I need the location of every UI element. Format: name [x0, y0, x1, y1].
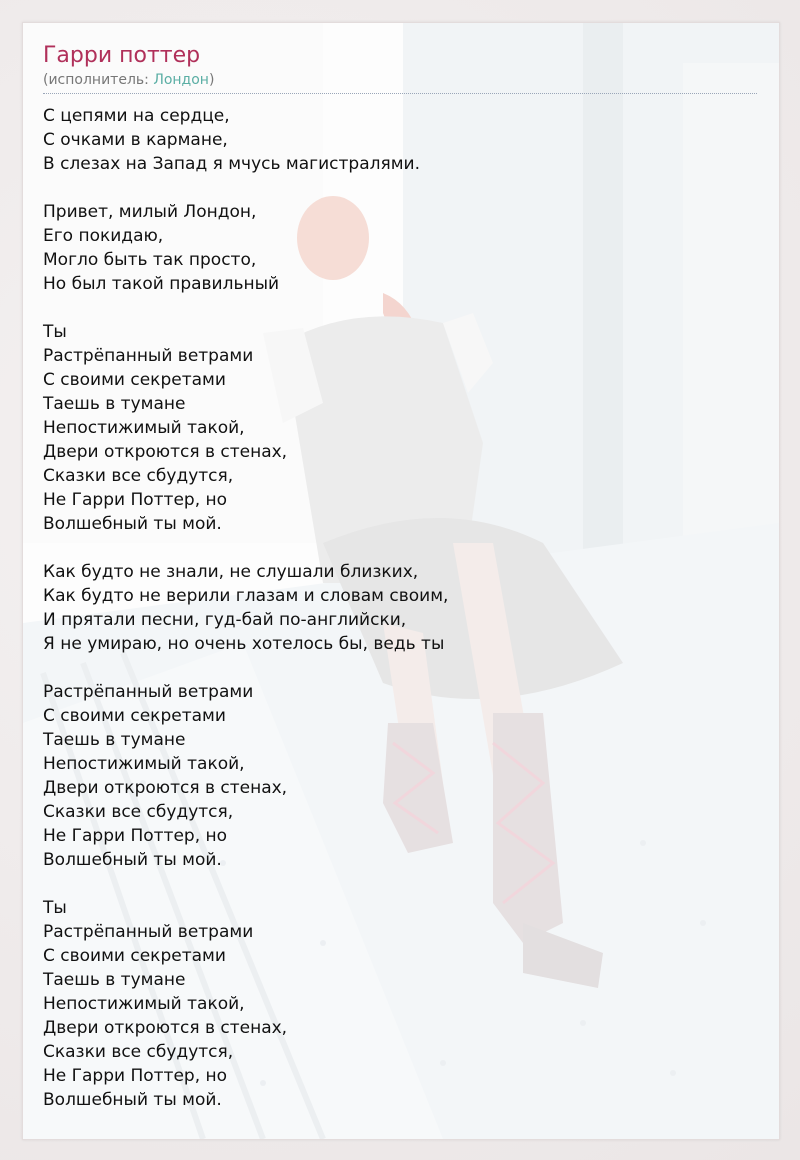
lyric-line: В слезах на Запад я мчусь магистралями. [43, 154, 420, 174]
lyric-line: Как будто не верили глазам и словам своим, [43, 586, 449, 606]
lyric-line [43, 176, 759, 200]
lyric-line: И прятали песни, гуд-бай по-английски, [43, 610, 407, 630]
lyric-line: Волшебный ты мой. [43, 514, 222, 534]
lyric-line: С своими секретами [43, 706, 226, 726]
lyric-line: Сказки все сбудутся, [43, 802, 234, 822]
lyric-line: Могло быть так просто, [43, 250, 257, 270]
lyric-line [43, 536, 759, 560]
song-content [43, 41, 759, 1112]
lyric-line: Ты [43, 898, 67, 918]
lyric-line: Непостижимый такой, [43, 994, 245, 1014]
lyric-line: С цепями на сердце, [43, 106, 230, 126]
song-title: Гарри поттер [43, 43, 201, 68]
artist-link[interactable]: Лондон [153, 72, 209, 88]
artist-line [43, 71, 759, 89]
lyric-line: Сказки все сбудутся, [43, 466, 234, 486]
lyric-line: Волшебный ты мой. [43, 850, 222, 870]
lyric-line: Двери откроются в стенах, [43, 442, 288, 462]
lyric-line: Не Гарри Поттер, но [43, 1066, 228, 1086]
title-divider [43, 93, 757, 94]
lyrics-text [43, 104, 759, 1112]
lyric-line: Привет, милый Лондон, [43, 202, 257, 222]
artist-prefix: (исполнитель: [43, 72, 154, 88]
lyric-line: Непостижимый такой, [43, 754, 245, 774]
lyric-line: Я не умираю, но очень хотелось бы, ведь ты [43, 634, 445, 654]
lyric-line: С своими секретами [43, 370, 226, 390]
lyric-line: Двери откроются в стенах, [43, 778, 288, 798]
artist-suffix: ) [208, 72, 215, 88]
lyrics-card [22, 22, 780, 1140]
lyric-line: Волшебный ты мой. [43, 1090, 222, 1110]
lyric-line: Непостижимый такой, [43, 418, 245, 438]
lyric-line [43, 296, 759, 320]
lyric-line: Таешь в тумане [43, 970, 186, 990]
lyric-line [43, 656, 759, 680]
lyric-line [43, 872, 759, 896]
lyric-line: Двери откроются в стенах, [43, 1018, 288, 1038]
lyric-line: Ты [43, 322, 67, 342]
lyric-line: Но был такой правильный [43, 274, 280, 294]
lyric-line: Не Гарри Поттер, но [43, 826, 228, 846]
lyric-line: Растрёпанный ветрами [43, 922, 254, 942]
lyric-line: Растрёпанный ветрами [43, 346, 254, 366]
lyric-line: С своими секретами [43, 946, 226, 966]
lyric-line: Таешь в тумане [43, 394, 186, 414]
lyric-line: Растрёпанный ветрами [43, 682, 254, 702]
lyric-line: Его покидаю, [43, 226, 164, 246]
lyric-line: С очками в кармане, [43, 130, 228, 150]
lyric-line: Как будто не знали, не слушали близких, [43, 562, 419, 582]
lyric-line: Таешь в тумане [43, 730, 186, 750]
lyric-line: Не Гарри Поттер, но [43, 490, 228, 510]
lyric-line: Сказки все сбудутся, [43, 1042, 234, 1062]
